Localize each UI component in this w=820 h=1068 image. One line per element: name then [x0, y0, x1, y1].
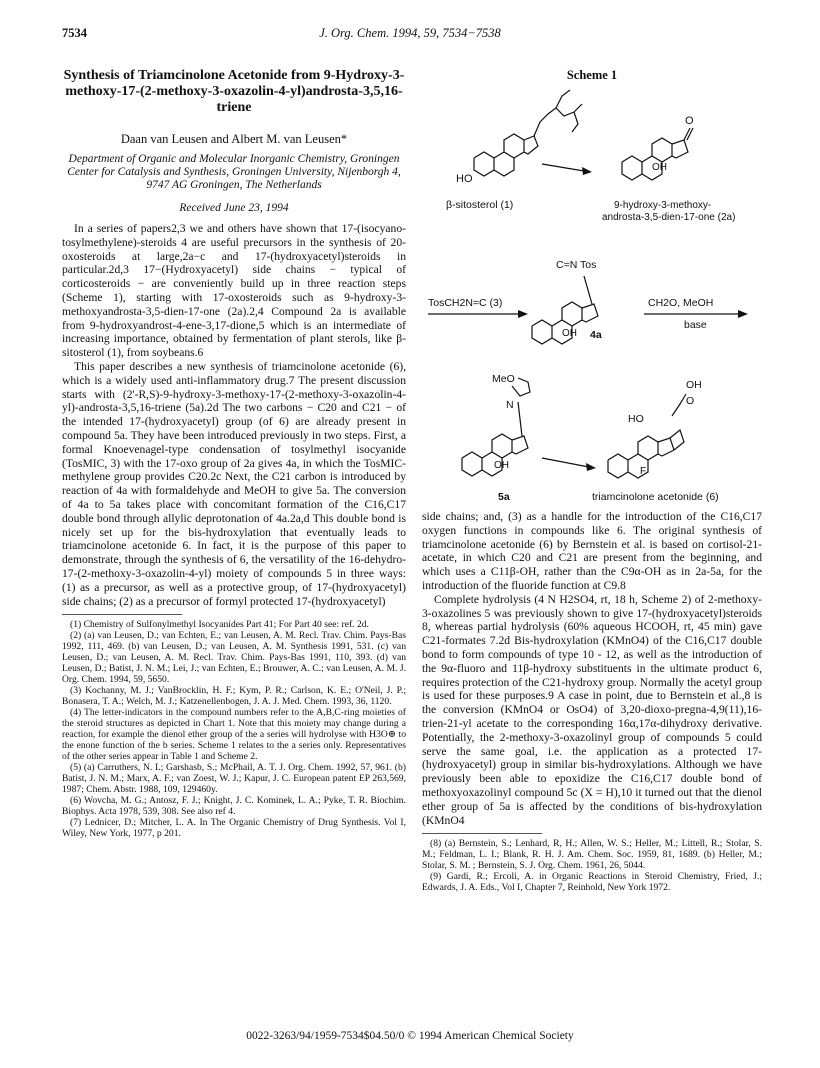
atom-o: O	[685, 115, 694, 127]
article-authors: Daan van Leusen and Albert M. van Leusen*	[120, 132, 348, 146]
arrowhead	[518, 310, 528, 318]
received-date: Received June 23, 1994	[179, 202, 289, 214]
continuation-paragraph: side chains; and, (3) as a handle for the introduction of the C16,C17 oxygen functions in compounds like 6. The original synthesis of triamcinolone acetonide (6) by Bernstein et al. is based on cortisol-21-acetate, in which C20 and C21 are present from the beginning, and which uses a C11β-OH, rather than the C9α-OH as in 2a-5a, for the introduction of the fluoride function at C9.8	[422, 510, 762, 592]
atom-o: O	[686, 395, 695, 407]
copyright-footer: 0022-3263/94/1959-7534$04.50/0 © 1994 American Chemical Society	[246, 1030, 574, 1042]
footnotes-right	[422, 838, 762, 893]
atom-oh: OH	[562, 328, 577, 339]
label-compound-6: triamcinolone acetonide (6)	[592, 491, 719, 503]
reagent-formaldehyde: CH2O, MeOH	[648, 297, 714, 309]
page-number: 7534	[62, 26, 87, 40]
label-compound-5a: 5a	[498, 491, 510, 503]
article-affiliation: Department of Organic and Molecular Inorganic Chemistry, Groningen Center for Catalysis and Synthesis, Groningen University, Nijenborgh 4, 9747 AG Groningen, The Netherlands	[67, 153, 401, 191]
footnote-rule	[62, 614, 182, 615]
footnote: (8) (a) Bernstein, S.; Lenhard, R, H.; Allen, W. S.; Heller, M.; Littell, R.; Stolar, S. M.; Feldman, L. I.; Blank, R. H. J. Am. Chem. Soc. 1959, 81, 1689. (b) Heller, M.; Stolar, S. M. ; Bernstein, S. J. Org. Chem. 1961, 26, 5044.	[422, 838, 762, 872]
footnote: (3) Kochanny, M. J.; VanBrocklin, H. F.; Kym, P. R.; Carlson, K. E.; O'Neil, J. P.; Bonasera, T. A.; Welch, M. J.; Katzenellenbogen, J. A. J. Med. Chem. 1993, 36, 1120.	[62, 685, 406, 708]
label-compound-4a: 4a	[590, 329, 602, 341]
compound-6-structure	[608, 394, 686, 478]
atom-n: N	[506, 399, 514, 411]
scheme-title: Scheme 1	[566, 68, 618, 82]
reaction-arrow-4	[542, 458, 594, 468]
atom-oh: OH	[652, 162, 667, 173]
footnote: (1) Chemistry of Sulfonylmethyl Isocyanides Part 41; For Part 40 see: ref. 2d.	[70, 619, 369, 631]
atom-ho: HO	[456, 173, 473, 185]
hydrolysis-paragraph: Complete hydrolysis (4 N H2SO4, rt, 18 h, Scheme 2) of 2-methoxy-3-oxazolines 5 was previously shown to give 17-(hydroxyacetyl)steroids 8, whereas partial hydrolysis (60% aqueous HCOOH, rt, 45 min) gave C21-formates 7.2d Bis-hydroxylation (KMnO4) of the C16,C17 double bond to form compounds of type 10 - 12, as well as the introduction of the 9α-fluoro and 11β-hydroxy substituents in the ultimate product 6, requires protection of the C21-hydroxy group. Normally the acetyl group is used for these purposes.9 A case in point, due to Bernstein et al.,8 is the conversion (KMnO4 or OsO4) of 3,20-dioxo-pregna-4,9(11),16-trien-21-yl acetate to the corresponding 16α,17α-dihydroxy derivative. Potentially, the 2-methoxy-3-oxazolinyl group of compounds 5 could serve the same goal, i.e. the application as a protected 17-(hydroxyacetyl) group in similar bis-hydroxylations. Although we have previously been able to epoxidize the C16,C17 double bond of methoxyoxazolinyl compound 5c (X = H),10 it turned out that the dienol ether group of 5a is affected by the conditions of bis-hydroxylation (KMnO4	[422, 592, 762, 827]
label-compound-2a-line1: 9-hydroxy-3-methoxy-	[614, 200, 712, 211]
atom-ho: HO	[628, 413, 644, 425]
atom-oh: OH	[494, 460, 509, 471]
reagent-base: base	[684, 319, 707, 331]
article-title: Synthesis of Triamcinolone Acetonide from 9-Hydroxy-3-methoxy-17-(2-methoxy-3-oxazolin-4-yl)androsta-3,5,16-triene	[63, 68, 405, 115]
atom-oh: OH	[686, 379, 702, 391]
right-column	[422, 510, 762, 893]
label-compound-1: β-sitosterol (1)	[446, 199, 514, 211]
journal-citation: J. Org. Chem. 1994, 59, 7534−7538	[319, 26, 501, 40]
reagent-tosmic: TosCH2N=C (3)	[428, 297, 503, 309]
footnote: (4) The letter-indicators in the compound numbers refer to the A,B,C-ring moieties of the steroid structures as depicted in Chart 1. Note that this moiety may change during a reaction, for example the dienol ether group of the a series will hydrolyse with H3O⊕ to the enone function of the b series. Scheme 1 relates to the a series only. Representatives of the other series appear in Table 1 and Scheme 2.	[62, 707, 406, 763]
arrowhead	[582, 167, 592, 175]
arrowhead	[738, 310, 748, 318]
footnote: (7) Lednicer, D.; Mitcher, L. A. In The Organic Chemistry of Drug Synthesis. Vol I, Wiley, New York, 1977, p 201.	[62, 817, 406, 840]
footnote: (6) Wovcha, M. G.; Antosz, F. J.; Knight, J. C. Kominek, L. A.; Pyke, T. R. Biochim. Biophys. Acta 1978, 539, 308. See also ref 4.	[62, 795, 406, 818]
sitosterol-structure	[474, 90, 582, 176]
scheme-1-diagram	[422, 86, 762, 506]
left-column	[62, 68, 406, 839]
arrowhead	[586, 463, 596, 471]
footnote: (5) (a) Carruthers, N. I.; Garshasb, S.; McPhail, A. T. J. Org. Chem. 1992, 57, 961. (b) Batist, J. N. M.; Marx, A. F.; van Zoest, W. J.; Kapur, J. C. European patent EP 263,569, 1987; Chem. Abstr. 1988, 109, 129460y.	[62, 762, 406, 796]
label-compound-2a-line2: androsta-3,5-dien-17-one (2a)	[602, 212, 736, 223]
intro-paragraph: In a series of papers2,3 we and others have shown that 17-(isocyano-tosylmethylene)-steroids 4 are useful precursors in the synthesis of 20-oxosteroids at large,2a−c and 17-(hydroxyacetyl)steroids in particular.2d,3 17−(Hydroxyacetyl) side chains − typical of corticosteroids − are conveniently build up in three reaction steps (Scheme 1), starting with 17-oxosteroids such as 9-hydroxy-3-methoxyandrosta-3,5-dien-17-one (2a).2,4 Compound 2a is available from 9-hydroxyandrost-4-ene-3,17-dione,5 which is an intermediate of increasing importance, obtained by fermentation of plant sterols, like β-sitosterol (1), from soybeans.6	[62, 222, 406, 360]
atom-meo: MeO	[492, 373, 515, 385]
footnote-rule	[422, 833, 542, 834]
group-cn-tos: C=N Tos	[556, 259, 597, 271]
footnote: (9) Gardi, R.; Ercoli, A. in Organic Reactions in Steroid Chemistry, Fried, J.; Edwards, J. A. Eds., Vol I, Chapter 7, Reinhold, New York 1972.	[422, 871, 762, 894]
purpose-paragraph: This paper describes a new synthesis of triamcinolone acetonide (6), which is a widely used anti-inflammatory drug.7 The present discussion starts with (2'-R,S)-9-hydroxy-3-methoxy-17-(2-methoxy-3-oxazolin-4-yl)-androsta-3,5,16-triene (5a).2d The two carbons − C20 and C21 − of the intended 17-(hydroxyacetyl) group (of 6) are already present in compound 5a. They have been introduced previously in two steps. First, a formal Knoevenagel-type condensation of tosylmethyl isocyanide (TosMIC, 3) with the 17-oxo group of 2a gives 4a, in which the TosMIC-methylene group provides C20.2c Next, the C21 carbon is introduced by reaction of 4a with formaldehyde and MeOH to give 5a. The conversion of 4a to 5a takes place with concomitant formation of the C16,C17 double bond through allylic deprotonation of 4a.2a,d This double bond is nicely set up for the bis-hydroxylation that eventually leads to triamcinolone acetonide 6. In fact, it is the purpose of this paper to demonstrate, through the synthesis of 6, the versatility of the 16-dehydro-17-(2-methoxy-3-oxazolin-4-yl) moiety of compounds 5 in three ways: (1) as a precursor, as well as a protective group, of 17-(hydroxyacetyl) side chains; (2) as a precursor of formyl protected 17-(hydroxyacetyl)	[62, 359, 406, 608]
footnote: (2) (a) van Leusen, D.; van Echten, E.; van Leusen, A. M. Recl. Trav. Chim. Pays-Bas 1992, 111, 469. (b) van Leusen, D.; van Leusen, A. M. Synthesis 1991, 531. (c) van Leusen, D.; van Leusen, A. M. Recl. Trav. Chim. Pays-Bas 1991, 110, 393. (d) van Leusen, D.; Batist, J. N. M.; Lei, J.; van Echten, E.; Brouwer, A. C.; van Leusen, A. M. J. Org. Chem. 1994, 59, 5650.	[62, 630, 406, 686]
atom-f: F	[640, 466, 647, 477]
footnotes-left	[62, 619, 406, 839]
